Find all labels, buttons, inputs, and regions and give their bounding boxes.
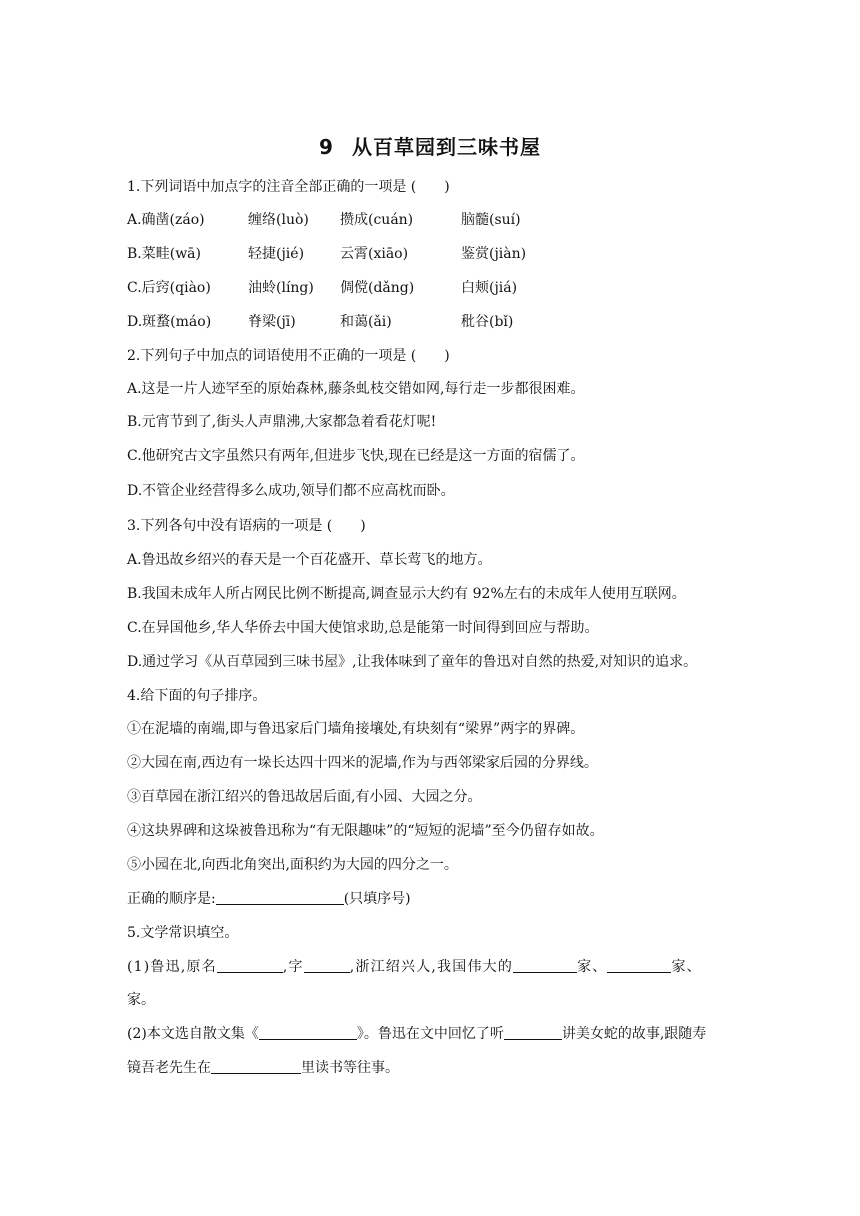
q5-p1-text-c: ,浙江绍兴人,我国伟大的	[349, 959, 514, 975]
q5-blank-collection[interactable]	[259, 1025, 357, 1040]
q1-b-word4: 鉴赏(jiàn)	[461, 246, 527, 262]
q5-blank-role-1[interactable]	[513, 958, 577, 973]
q4-sentence-3: ③百草园在浙江绍兴的鲁迅故居后面,有小园、大园之分。	[127, 789, 482, 805]
q1-b-word3: 云霄(xiāo)	[340, 246, 409, 262]
q4-sentence-5: ⑤小园在北,向西北角突出,面积约为大园的四分之一。	[127, 857, 458, 873]
q4-sentence-4: ④这块界碑和这垛被鲁迅称为“有无限趣味”的“短短的泥墙”至今仍留存如故。	[127, 823, 604, 839]
q1-b-word1: B.菜畦(wā)	[127, 246, 201, 262]
q5-blank-courtesy-name[interactable]	[304, 958, 350, 973]
q5-stem: 5.文学常识填空。	[127, 925, 239, 941]
q5-blank-original-name[interactable]	[217, 958, 283, 973]
q5-p2-text-e: 里读书等往事。	[301, 1060, 399, 1076]
q4-answer-blank[interactable]	[216, 890, 344, 905]
q1-c-word4: 白颊(jiá)	[461, 280, 518, 296]
q1-d-word2: 脊梁(jī)	[248, 314, 296, 330]
q5-part1-line1	[127, 957, 702, 977]
q5-part2-line2	[127, 1058, 399, 1078]
q3-option-b: B.我国未成年人所占网民比例不断提高,调查显示大约有 92%左右的未成年人使用互联网。	[127, 586, 686, 602]
q5-p2-text-a: (2)本文选自散文集《	[127, 1026, 259, 1042]
q4-answer-prefix: 正确的顺序是:	[127, 891, 216, 907]
q5-p2-text-c: 讲美女蛇的故事,跟随寿	[561, 1026, 707, 1042]
q5-p2-text-b: 》。鲁迅在文中回忆了听	[356, 1026, 504, 1042]
q5-part2-line1	[127, 1024, 706, 1044]
q1-a-word1: A.确凿(záo)	[127, 212, 205, 228]
q1-b-word2: 轻捷(jié)	[248, 246, 305, 262]
q5-blank-school[interactable]	[211, 1059, 301, 1074]
q2-option-c: C.他研究古文字虽然只有两年,但进步飞快,现在已经是这一方面的宿儒了。	[127, 448, 585, 464]
q5-part1-line2	[127, 990, 155, 1010]
q3-option-a: A.鲁迅故乡绍兴的春天是一个百花盛开、草长莺飞的地方。	[127, 552, 492, 568]
q5-p1-text-e: 家、	[671, 959, 702, 975]
q2-stem: 2.下列句子中加点的词语使用不正确的一项是 ( )	[127, 348, 450, 364]
q1-d-word1: D.斑蝥(máo)	[127, 314, 212, 330]
q1-c-word2: 油蛉(líng)	[248, 280, 314, 296]
page-title	[0, 131, 860, 160]
q2-option-d: D.不管企业经营得多么成功,领导们都不应高枕而卧。	[127, 483, 455, 499]
q3-option-c: C.在异国他乡,华人华侨去中国大使馆求助,总是能第一时间得到回应与帮助。	[127, 620, 599, 636]
q4-answer-line	[127, 889, 411, 909]
lesson-number: 9	[319, 135, 334, 159]
lesson-title: 从百草园到三味书屋	[351, 135, 541, 159]
q5-blank-role-2[interactable]	[607, 958, 671, 973]
q3-stem: 3.下列各句中没有语病的一项是 ( )	[127, 518, 366, 534]
q2-option-b: B.元宵节到了,街头人声鼎沸,大家都急着看花灯呢!	[127, 414, 437, 430]
q2-option-a: A.这是一片人迹罕至的原始森林,藤条虬枝交错如网,每行走一步都很困难。	[127, 381, 585, 397]
q1-d-word3: 和蔼(ǎi)	[340, 314, 392, 330]
q1-stem: 1.下列词语中加点字的注音全部正确的一项是 ( )	[127, 179, 450, 195]
q1-c-word3: 倜傥(dǎng)	[340, 280, 415, 296]
q4-answer-suffix: (只填序号)	[343, 891, 411, 907]
q1-a-word3: 攒成(cuán)	[340, 212, 414, 228]
q5-p1-text-d: 家、	[577, 959, 608, 975]
q5-blank-storyteller[interactable]	[504, 1025, 562, 1040]
q1-c-word1: C.后窍(qiào)	[127, 280, 211, 296]
q1-a-word4: 脑髓(suí)	[461, 212, 521, 228]
q5-p2-text-d: 镜吾老先生在	[127, 1060, 211, 1076]
q1-a-word2: 缠络(luò)	[248, 212, 309, 228]
q4-sentence-2: ②大园在南,西边有一垛长达四十四米的泥墙,作为与西邻梁家后园的分界线。	[127, 755, 598, 771]
q5-p1-text-a: (1)鲁迅,原名	[127, 959, 217, 975]
q5-p1-text-f: 家。	[127, 992, 155, 1008]
q5-p1-text-b: ,字	[282, 959, 304, 975]
q4-stem: 4.给下面的句子排序。	[127, 688, 267, 704]
q1-d-word4: 秕谷(bǐ)	[461, 314, 514, 330]
q4-sentence-1: ①在泥墙的南端,即与鲁迅家后门墙角接壤处,有块刻有“梁界”两字的界碑。	[127, 721, 585, 737]
q3-option-d: D.通过学习《从百草园到三味书屋》,让我体味到了童年的鲁迅对自然的热爱,对知识的追求。	[127, 654, 698, 670]
